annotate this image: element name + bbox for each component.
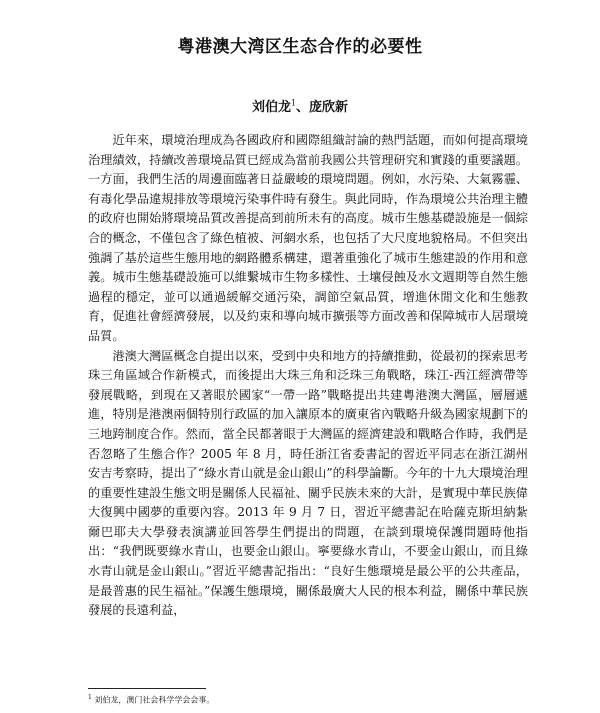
second-author: 、庞欣新 [296,100,349,115]
paper-title: 粤港澳大湾区生态合作的必要性 [177,37,423,57]
footnote-text: 刘伯龙，澳门社会科学学会会事。 [94,695,215,705]
author-line [0,96,600,115]
author-footnote-marker: 1 [290,98,297,108]
paragraph-2: 港澳大灣區概念自提出以來，受到中央和地方的持續推動，從最初的探索思考珠三角區域合作新模式，而後提出大珠三角和泛珠三角戰略，珠江-西江經濟帶等發展戰略，到現在又著眼於國家“一帶一路”戰略提出共建粵港澳大灣區，層層遞進，特別是港澳兩個特別行政區的加入讓原本的廣東省內戰略升級為國家規劃下的三地跨制度合作。然而，當全民都著眼于大灣區的經濟建設和戰略合作時，我們是否忽略了生態合作？2005 年 8 月，時任浙江省委書記的習近平同志在浙江湖州安吉考察時，提出了“綠水青山就是金山銀山”的科學論斷。今年的十九大環境治理的重要性建設生態文明是關係人民福祉、關乎民族未來的大計，是實現中華民族偉大復興中國夢的重要內容。2013 年 9 月 7 日，習近平總書記在哈薩克斯坦納紮爾巴耶夫大學發表演講並回答學生們提出的問題，在談到環境保護問題時他指出：“我們既要綠水青山，也要金山銀山。寧要綠水青山，不要金山銀山，而且綠水青山就是金山銀山。”習近平總書記指出：“良好生態環境是最公平的公共產品，是最普惠的民生福祉。”保護生態環境，關係最廣大人民的根本利益，關係中華民族發展的長遠利益， [88,348,528,618]
paragraph-1: 近年來，環境治理成為各國政府和國際組織討論的熱門話題，而如何提高環境治理績效，持續改善環境品質已經成為當前我國公共管理研究和實踐的重要議題。一方面，我們生活的周邊面臨著日益嚴峻的環境問題。例如，水污染、大氣霧霾、有毒化學品違規排放等環境污染事件時有發生。與此同時，作為環境公共治理主體的政府也開始將環境品質改善提高到前所未有的高度。城市生態基礎設施是一個綜合的概念，不僅包含了綠色植被、河網水系，也包括了大尺度地貌格局。不但突出強調了基於這些生態用地的網路體系構建，還著重強化了城市生態建設的作用和意義。城市生態基礎設施可以維繫城市生物多樣性、土壤侵蝕及水文週期等自然生態過程的穩定，並可以通過緩解交通污染，調節空氣品質，增進休閒文化和生態教育，促進社會經濟發展，以及約束和導向城市擴張等方面改善和保障城市人居環境品質。 [88,133,528,343]
first-author: 刘伯龙 [251,100,291,115]
footnote-marker: 1 [88,694,92,701]
footnote-divider [88,688,206,689]
footnote [88,693,528,706]
body-text [88,131,528,621]
